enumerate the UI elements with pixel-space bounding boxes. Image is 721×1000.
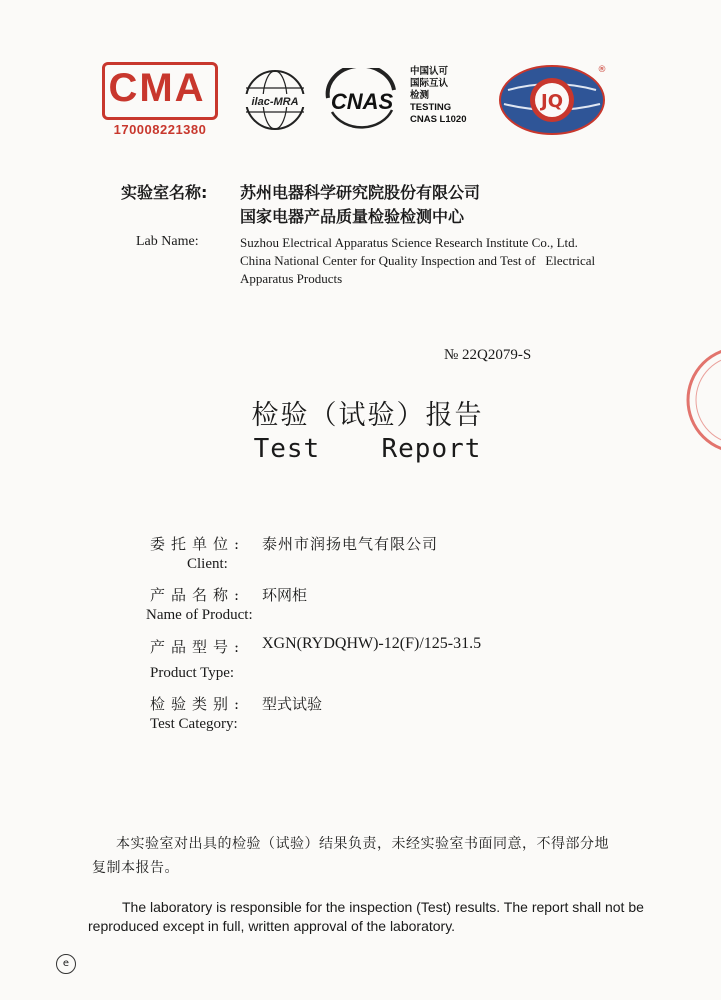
jq-globe-icon [496, 60, 612, 136]
product-type-label-cn: 产品型号: [150, 638, 246, 656]
seal-stamp-fragment [682, 345, 721, 455]
product-name-label-en: Name of Product: [146, 607, 253, 623]
client-label-cn: 委托单位: [150, 535, 246, 553]
cma-logo-text: CMA [108, 66, 206, 110]
client-value: 泰州市润扬电气有限公司 [262, 535, 439, 553]
product-name-value: 环网柜 [262, 586, 308, 604]
cnas-logo [318, 68, 404, 132]
test-category-value: 型式试验 [262, 695, 323, 713]
product-name-label-cn: 产品名称: [150, 586, 246, 604]
test-category-label-en: Test Category: [150, 716, 238, 732]
lab-name-en-line-2: China National Center for Quality Inspection and Test of Electrical [240, 253, 596, 268]
cnas-side-line: CNAS L1020 [410, 114, 467, 125]
declaration-cn: 本实验室对出具的检验（试验）结果负责，未经实验室书面同意，不得部分地复制本报告。 [92, 836, 609, 876]
lab-name-en-line-3: Apparatus Products [240, 271, 343, 286]
ilac-mra-logo [238, 68, 312, 132]
jq-logo-text: JQ [541, 91, 563, 112]
ilac-mra-text: ilac-MRA [251, 96, 299, 108]
lab-name-cn-line-2: 国家电器产品质量检验检测中心 [240, 207, 465, 226]
lab-name-cn-line-1: 苏州电器科学研究院股份有限公司 [240, 183, 481, 202]
corner-mark-icon: e [56, 954, 76, 974]
cnas-side-line: 国际互认 [410, 78, 449, 89]
registered-mark: ® [597, 65, 607, 75]
test-category-label-cn: 检验类别: [150, 695, 246, 713]
lab-name-label-cn: 实验室名称: [121, 183, 208, 202]
ilac-mra-globe-icon [238, 68, 312, 132]
lab-name-en-line-1: Suzhou Electrical Apparatus Science Research Institute Co., Ltd. [240, 235, 578, 250]
cma-number: 170008221380 [113, 122, 207, 137]
cnas-accreditation-text [410, 66, 480, 126]
report-title-en: Test Report [253, 434, 482, 464]
report-title-cn: 检验（试验）报告 [251, 400, 484, 431]
cnas-side-line: 中国认可 [410, 66, 449, 77]
declaration-en: The laboratory is responsible for the inspection (Test) results. The report shall not be reproduced except in full, written approval of the laboratory. [88, 899, 644, 934]
cnas-side-line: TESTING [410, 102, 452, 113]
lab-name-label-en: Lab Name: [136, 234, 199, 249]
report-number: № 22Q2079-S [444, 347, 532, 363]
cma-logo [96, 60, 224, 144]
red-seal-icon [682, 345, 721, 455]
cnas-logo-text: CNAS [330, 89, 394, 114]
product-type-label-en: Product Type: [150, 665, 235, 681]
client-label-en: Client: [187, 556, 228, 572]
jq-logo [496, 60, 612, 136]
cnas-side-line: 检测 [410, 90, 430, 101]
product-type-value: XGN(RYDQHW)-12(F)/125-31.5 [262, 635, 482, 652]
cnas-swoosh-icon [318, 68, 404, 132]
